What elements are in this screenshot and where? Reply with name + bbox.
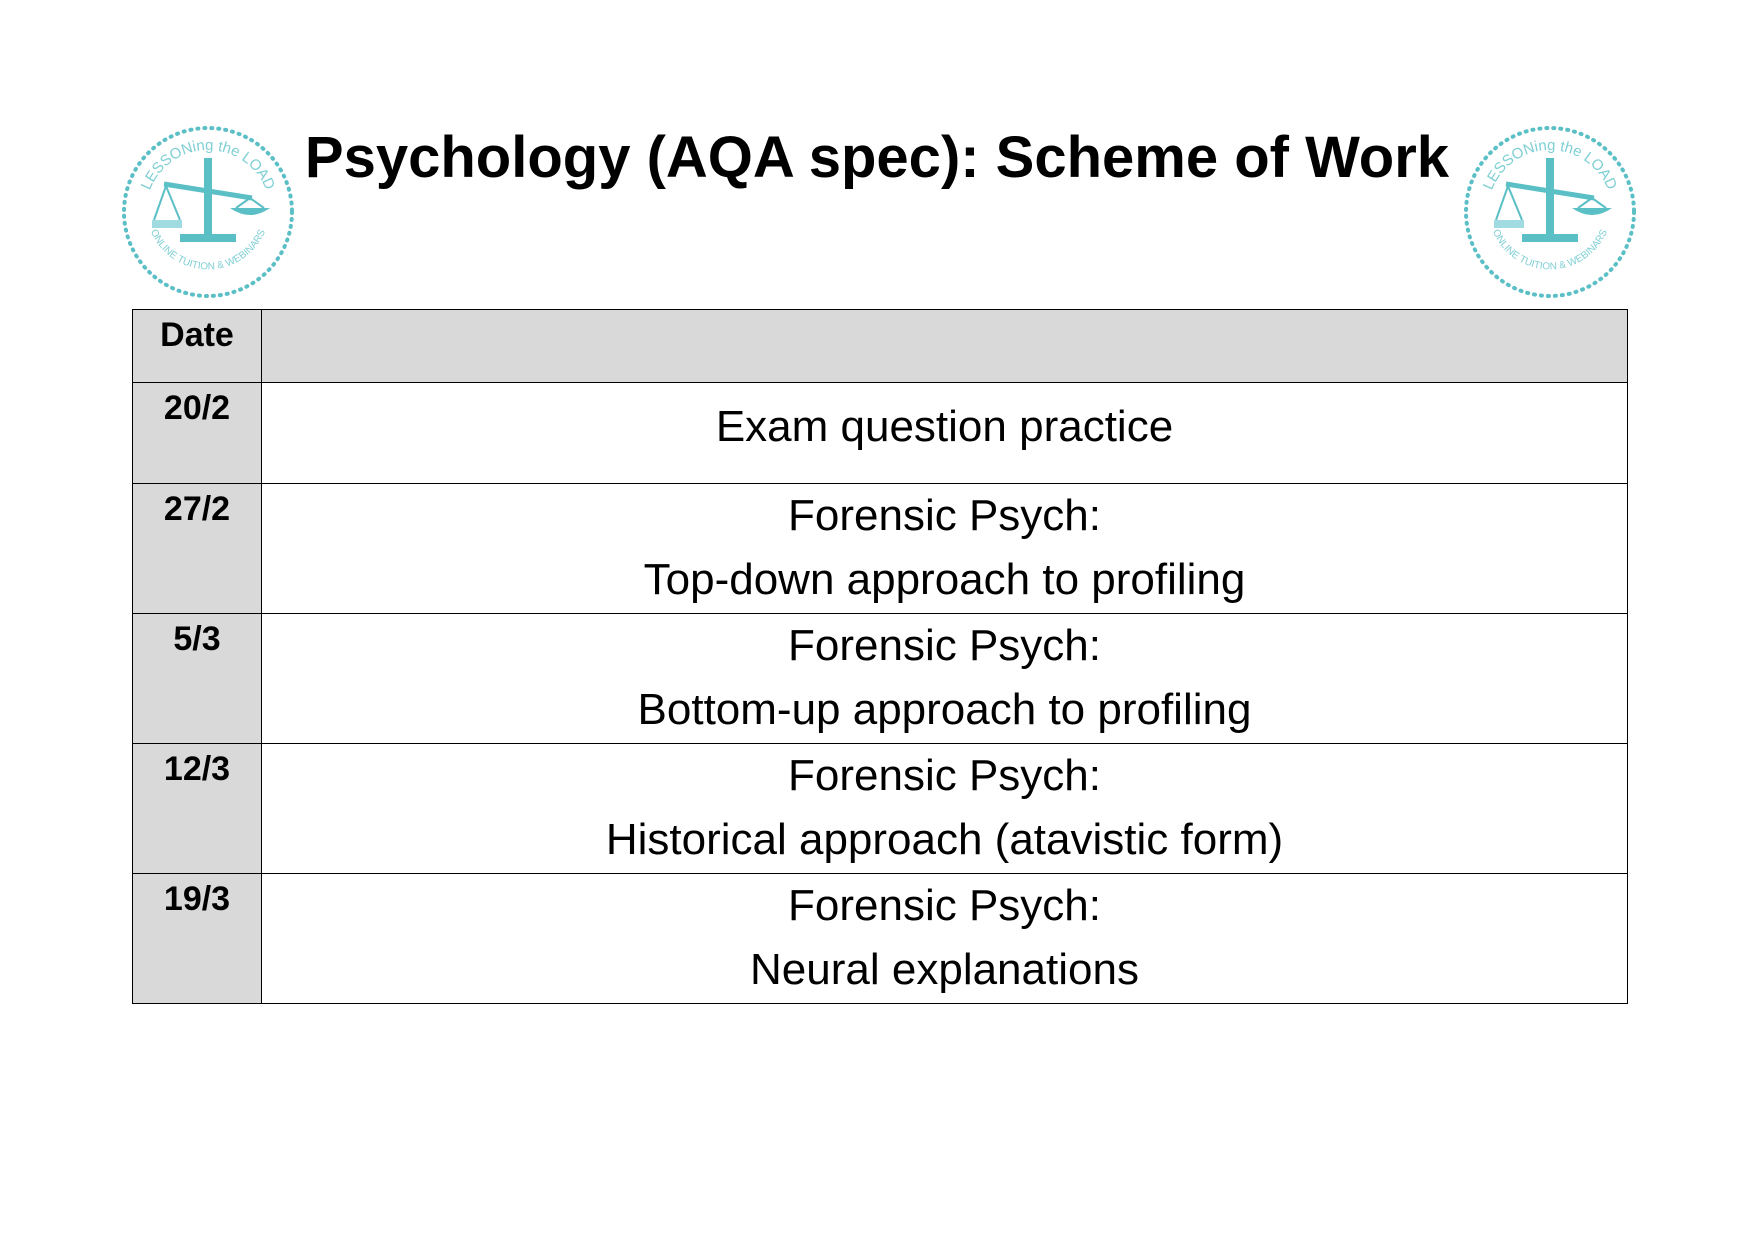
logo-right <box>1460 122 1640 302</box>
topic-line: Bottom-up approach to profiling <box>637 685 1252 734</box>
table-row <box>133 874 1628 1004</box>
page-title: Psychology (AQA spec): Scheme of Work <box>304 125 1450 190</box>
row-date: 12/3 <box>133 744 262 874</box>
logo-text-bottom: ONLINE TUITION & WEBINARS <box>1489 227 1611 273</box>
row-date: 27/2 <box>133 484 262 614</box>
table-header-row <box>133 310 1628 383</box>
row-date: 5/3 <box>133 614 262 744</box>
logo-text-top: LESSONing the LOAD <box>137 136 279 193</box>
table-row <box>133 484 1628 614</box>
row-topic <box>262 614 1628 744</box>
logo-text-top: LESSONing the LOAD <box>1479 136 1621 193</box>
topic-line: Forensic Psych: <box>788 621 1101 670</box>
table-row <box>133 614 1628 744</box>
topic-line: Top-down approach to profiling <box>643 555 1246 604</box>
row-topic <box>262 874 1628 1004</box>
row-topic <box>262 484 1628 614</box>
logo-text-bottom: ONLINE TUITION & WEBINARS <box>147 227 269 273</box>
row-date: 19/3 <box>133 874 262 1004</box>
scheme-of-work-table <box>132 309 1628 1004</box>
topic-line: Historical approach (atavistic form) <box>605 815 1284 864</box>
topic-line: Exam question practice <box>715 402 1174 451</box>
topic-line: Forensic Psych: <box>788 751 1101 800</box>
row-topic <box>262 383 1628 484</box>
date-column-header: Date <box>133 310 262 383</box>
topic-line: Neural explanations <box>750 945 1139 994</box>
table-row <box>133 383 1628 484</box>
table-row <box>133 744 1628 874</box>
topic-line: Forensic Psych: <box>788 491 1101 540</box>
topic-column-header <box>262 310 1628 383</box>
topic-line: Forensic Psych: <box>788 881 1101 930</box>
row-topic <box>262 744 1628 874</box>
row-date: 20/2 <box>133 383 262 484</box>
